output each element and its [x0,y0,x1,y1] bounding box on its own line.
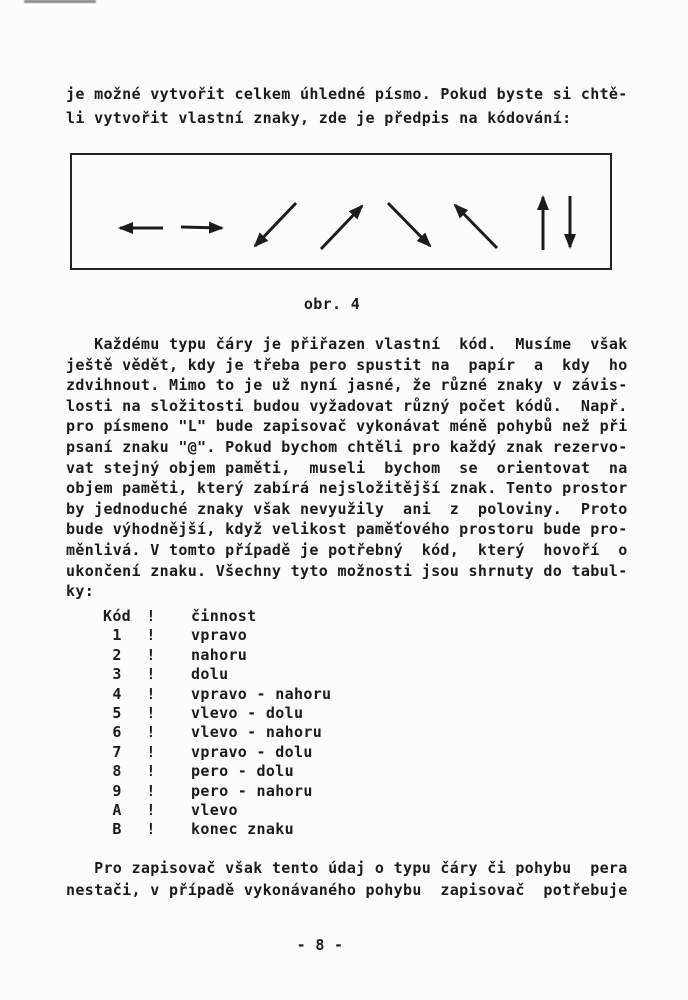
cell-code: A [112,801,122,820]
cell-code: 3 [112,665,122,684]
paragraph-line: objem paměti, který zabírá nejsložitější znak. Tento prostor [66,479,628,498]
table-row [94,723,331,742]
page-number: - 8 - [296,936,344,954]
intro-paragraph [66,83,628,130]
cell-code: 2 [112,645,122,664]
cell-code: 5 [112,704,122,723]
table-row [94,762,331,781]
cell-separator: ! [146,801,156,820]
cell-activity: vpravo - dolu [191,742,313,761]
cell-separator: ! [146,762,156,781]
paragraph-line: zdvihnout. Mimo to je už nyní jasné, že různé znaky v závis- [66,376,628,395]
cell-activity: vlevo [191,801,238,820]
cell-code: 9 [112,781,122,800]
cell-activity: nahoru [191,645,248,664]
arrow-up-right-icon [321,206,362,249]
cell-separator: ! [146,684,156,703]
table-header-row [94,607,331,626]
table-row [94,665,331,684]
table-row [94,782,331,801]
arrow-down-left-icon [255,203,296,246]
cell-activity: vlevo - dolu [191,704,304,723]
cell-activity: dolu [191,665,229,684]
paragraph-line: psaní znaku "@". Pokud bychom chtěli pro každý znak rezervo- [66,437,628,456]
paragraph-line: vat stejný objem paměti, museli bychom se orientovat na [66,458,628,477]
paragraph-line: měnlivá. V tomto případě je potřebný kód, který hovoří o [66,540,628,559]
cell-separator: ! [146,820,156,839]
paragraph-line: li vytvořit vlastní znaky, zde je předpis na kódování: [66,108,572,127]
cell-separator: ! [146,723,156,742]
table-row [94,626,331,645]
cell-activity: vpravo - nahoru [191,684,332,703]
cell-code: 8 [112,762,122,781]
paragraph-line: Pro zapisovač však tento údaj o typu čáry či pohybu pera [66,859,628,877]
cell-code: 7 [112,742,122,761]
cell-code: 4 [112,684,122,703]
stroke-codes-table [94,607,331,840]
arrow-down-right-icon [388,203,430,246]
table-row [94,743,331,762]
arrow-up-left-icon [455,205,497,248]
cell-separator: ! [146,665,156,684]
cell-separator: ! [146,742,156,761]
cell-code: B [112,820,122,839]
paragraph-line: pro písmeno "L" bude zapisovač vykonávat méně pohybů než při [66,417,628,436]
scan-artifact-smudge [24,0,96,3]
cell-separator: ! [146,704,156,723]
table-row [94,820,331,839]
table-row [94,685,331,704]
table-row [94,704,331,723]
closing-paragraph [66,857,628,901]
paragraph-line: by jednoduché znaky však nevyužily ani z poloviny. Proto [66,499,628,518]
cell-activity: pero - nahoru [191,781,313,800]
cell-activity: vlevo - nahoru [191,723,323,742]
figure-caption: obr. 4 [303,295,361,313]
paragraph-line: bude výhodnější, když velikost paměťového prostoru bude pro- [66,520,628,539]
body-paragraph [66,334,628,602]
cell-activity: konec znaku [191,820,294,839]
arrows-diagram [72,155,610,268]
cell-separator: ! [146,781,156,800]
cell-activity: vpravo [191,626,248,645]
arrow-right-icon [181,227,222,228]
paragraph-line: nestači, v případě vykonávaného pohybu zapisovač potřebuje [66,881,628,899]
paragraph-line: ukončení znaku. Všechny tyto možnosti jsou shrnuty do tabul- [66,561,628,580]
header-separator: ! [146,607,156,625]
paragraph-line: je možné vytvořit celkem úhledné písmo. Pokud byste si chtě- [66,85,628,103]
cell-code: 1 [112,626,122,645]
cell-separator: ! [146,626,156,645]
header-activity: činnost [191,607,257,625]
table-row [94,646,331,665]
paragraph-line: ky: [66,582,95,601]
table-row [94,801,331,820]
cell-separator: ! [146,645,156,664]
cell-code: 6 [112,723,122,742]
header-code: Kód [102,607,132,625]
cell-activity: pero - dolu [191,762,294,781]
paragraph-line: losti na složitosti budou vyžadovat různý počet kódů. Např. [66,396,628,415]
stroke-types-figure [70,153,612,270]
paragraph-line: Každému typu čáry je přiřazen vlastní kód. Musíme však [66,335,628,353]
paragraph-line: ještě vědět, kdy je třeba pero spustit na papír a kdy ho [66,355,628,374]
